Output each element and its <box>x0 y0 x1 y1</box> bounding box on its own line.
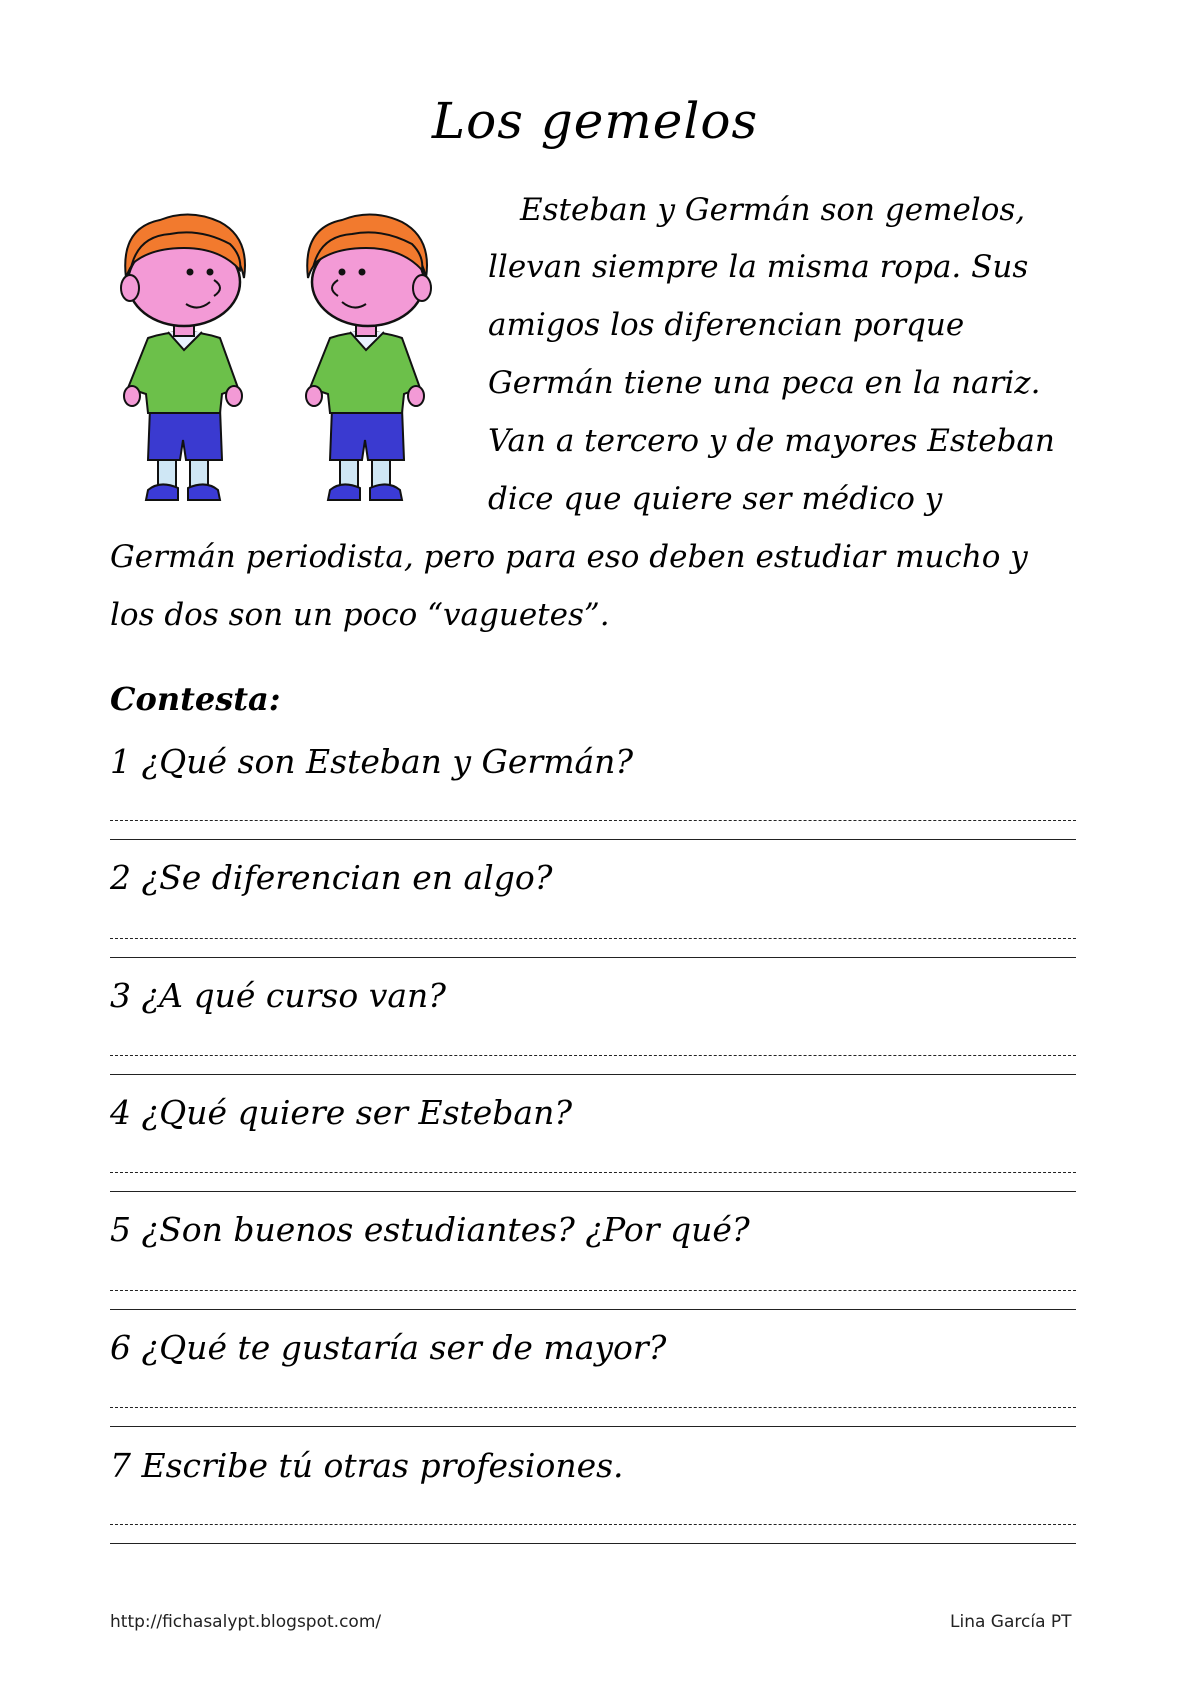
answer-line[interactable] <box>110 1309 1076 1310</box>
answer-line[interactable] <box>110 1407 1076 1408</box>
question-5: 5 ¿Son buenos estudiantes? ¿Por qué? <box>110 1210 750 1249</box>
boy-left <box>121 214 245 500</box>
story-line-6: dice que quiere ser médico y <box>488 481 943 517</box>
question-6: 6 ¿Qué te gustaría ser de mayor? <box>110 1328 667 1367</box>
answer-line[interactable] <box>110 820 1076 821</box>
story-line-7: Germán periodista, pero para eso deben estudiar mucho y <box>110 539 1028 575</box>
answer-line[interactable] <box>110 1172 1076 1173</box>
story-line-4: Germán tiene una peca en la nariz. <box>488 365 1041 401</box>
question-1: 1 ¿Qué son Esteban y Germán? <box>110 742 634 781</box>
answer-line[interactable] <box>110 1191 1076 1192</box>
answer-line[interactable] <box>110 1055 1076 1056</box>
question-4: 4 ¿Qué quiere ser Esteban? <box>110 1093 573 1132</box>
answer-line[interactable] <box>110 1426 1076 1427</box>
story-line-5: Van a tercero y de mayores Esteban <box>488 423 1055 459</box>
contesta-heading: Contesta: <box>110 680 281 718</box>
answer-line[interactable] <box>110 1524 1076 1525</box>
page-title: Los gemelos <box>431 92 759 150</box>
answer-line[interactable] <box>110 1543 1076 1544</box>
answer-line[interactable] <box>110 1074 1076 1075</box>
answer-line[interactable] <box>110 839 1076 840</box>
footer-url[interactable]: http://fichasalypt.blogspot.com/ <box>110 1612 382 1632</box>
question-3: 3 ¿A qué curso van? <box>110 976 446 1015</box>
story-line-1: Esteban y Germán son gemelos, <box>520 192 1026 228</box>
footer-author: Lina García PT <box>950 1612 1072 1632</box>
answer-line[interactable] <box>110 1290 1076 1291</box>
question-7: 7 Escribe tú otras profesiones. <box>110 1446 624 1485</box>
story-line-2: llevan siempre la misma ropa. Sus <box>488 249 1029 285</box>
story-line-3: amigos los diferencian porque <box>488 307 965 343</box>
story-line-8: los dos son un poco “vaguetes”. <box>110 597 610 633</box>
answer-line[interactable] <box>110 938 1076 939</box>
answer-line[interactable] <box>110 957 1076 958</box>
twin-boys-illustration <box>110 208 470 523</box>
boy-right <box>306 214 431 500</box>
question-2: 2 ¿Se diferencian en algo? <box>110 858 553 897</box>
